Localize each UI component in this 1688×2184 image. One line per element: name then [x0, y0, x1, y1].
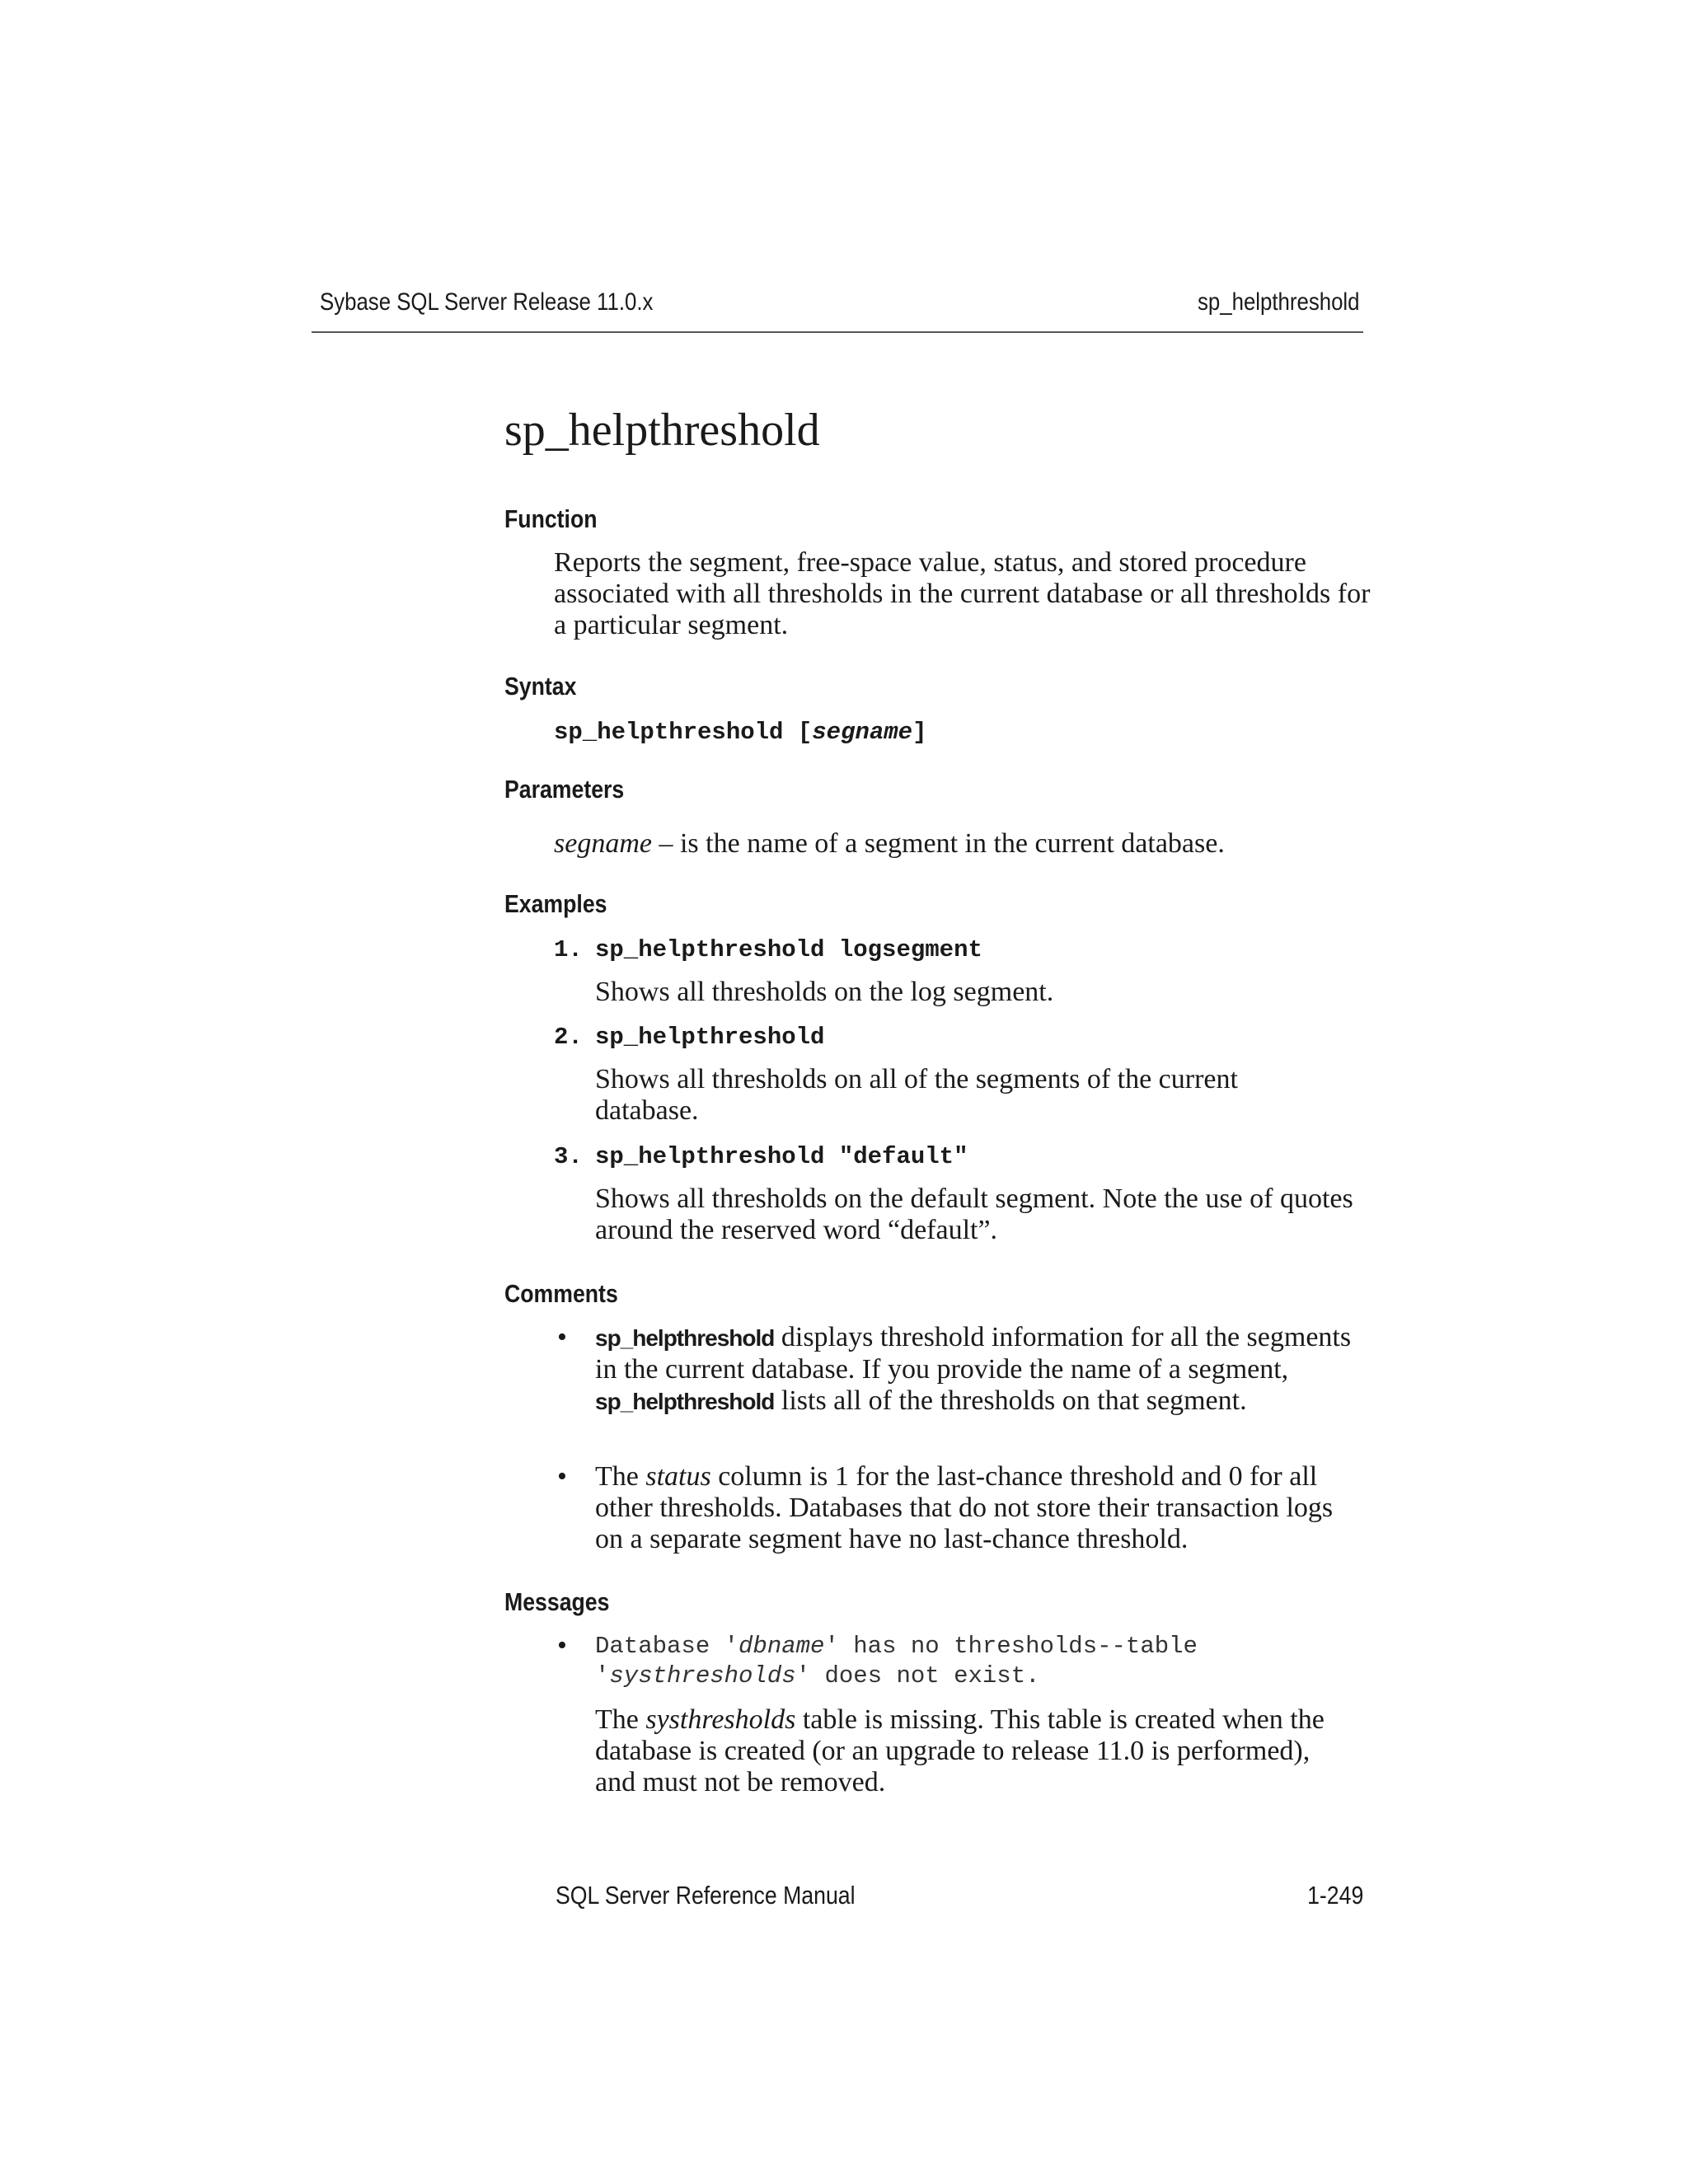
example-number: 1.	[554, 936, 583, 963]
footer-manual: SQL Server Reference Manual	[556, 1881, 856, 1910]
syntax-command: sp_helpthreshold	[554, 719, 784, 746]
example-code: sp_helpthreshold "default"	[595, 1143, 968, 1170]
example-code: sp_helpthreshold	[595, 1024, 825, 1051]
running-header	[312, 288, 1363, 333]
parameter-segname	[554, 828, 1378, 860]
function-text: Reports the segment, free-space value, status, and stored procedure associated with all thresholds in the current database or all thresholds for a particular segment.	[554, 547, 1371, 640]
command-name: sp_helpthreshold	[595, 1389, 775, 1414]
parameter-desc: – is the name of a segment in the current database.	[651, 828, 1225, 859]
examples-heading: Examples	[504, 889, 607, 918]
comment-item: sp_helpthreshold displays threshold information for all the segments in the current database. If you provide the name of a segment, sp_helpthreshold lists all of the thresholds on that segment.	[595, 1322, 1352, 1416]
parameters-heading: Parameters	[504, 775, 625, 804]
comments-heading: Comments	[504, 1279, 618, 1308]
message-line: 'systhresholds' does not exist.	[595, 1662, 1040, 1690]
example-number: 2.	[554, 1024, 583, 1051]
page-title: sp_helpthreshold	[504, 405, 820, 456]
header-topic: sp_helpthreshold	[1198, 288, 1360, 316]
bullet: •	[557, 1322, 567, 1352]
example-desc: Shows all thresholds on all of the segments of the current database.	[595, 1064, 1238, 1126]
status-column: status	[645, 1461, 711, 1492]
example-number: 3.	[554, 1143, 583, 1170]
example-desc: Shows all thresholds on the log segment.	[595, 977, 1054, 1007]
comment-item: The status column is 1 for the last-chance threshold and 0 for all other thresholds. Databases that do not store their transaction logs on a separate segment have no last-chance threshold.	[595, 1461, 1334, 1554]
bullet: •	[557, 1461, 567, 1492]
syntax-line: sp_helpthreshold [segname]	[554, 719, 927, 746]
function-heading: Function	[504, 504, 598, 533]
syntax-param: segname	[812, 719, 913, 746]
example-desc: Shows all thresholds on the default segment. Note the use of quotes around the reserved word “default”.	[595, 1183, 1353, 1245]
message-line: Database 'dbname' has no thresholds--table	[595, 1633, 1198, 1660]
example-code: sp_helpthreshold logsegment	[595, 936, 982, 963]
syntax-heading: Syntax	[504, 672, 577, 701]
header-release: Sybase SQL Server Release 11.0.x	[320, 288, 654, 316]
table-name: systhresholds	[645, 1704, 796, 1735]
parameter-name: segname	[554, 828, 652, 859]
command-name: sp_helpthreshold	[595, 1325, 775, 1351]
message-desc: The systhresholds table is missing. This table is created when the database is created (or an upgrade to release 11.0 is performed), and must not be removed.	[595, 1704, 1325, 1797]
messages-heading: Messages	[504, 1587, 610, 1616]
page-number: 1-249	[1306, 1881, 1363, 1910]
bullet: •	[557, 1630, 567, 1661]
